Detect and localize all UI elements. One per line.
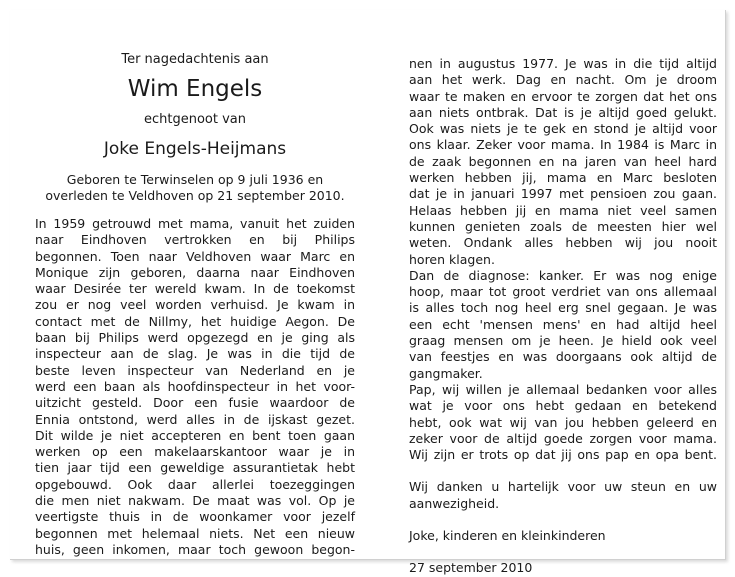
text-line: werd een baan als hoofdinspecteur in het voor- (35, 378, 355, 394)
text-line: contact met de Nillmy, het huidige Aegon. De (35, 313, 355, 329)
spouse-name: Joke Engels-Heijmans (103, 139, 287, 159)
text-line: horen klagen. (409, 251, 495, 267)
text-line: beste leven inspecteur van Nederland en je (35, 362, 355, 378)
text-line: graag mensen om je heen. Je hield ook veel (409, 333, 717, 349)
text-line: waar Desirée ter wereld kwam. In de toekomst (35, 281, 355, 297)
text-line: werken hebben jij, mama en Marc besloten (409, 170, 717, 186)
text-line: wat je voor ons hebt gedaan en betekend (409, 398, 717, 414)
text-line: Pap, wij willen je allemaal bedanken voor alles (409, 381, 717, 397)
deceased-name: Wim Engels (127, 76, 263, 102)
text-line: aan het werk. Dag en nacht. Om je droom (409, 72, 717, 88)
text-line: Wij zijn er trots op dat jij ons pap en opa bent. (409, 447, 717, 463)
signature: Joke, kinderen en kleinkinderen (409, 528, 606, 544)
text-line: naar Eindhoven vertrokken en bij Philips (35, 232, 355, 248)
text-line: dat je in januari 1997 met pensioen zou gaan. (409, 186, 717, 202)
card-date: 27 september 2010 (409, 560, 533, 576)
text-line: aan niets ontbrak. Dat is je altijd goed gelukt. (409, 104, 717, 120)
text-line: veertigste thuis in de woonkamer voor jezelf (35, 509, 355, 525)
text-line: Monique zijn geboren, daarna naar Eindhoven (35, 264, 355, 280)
text-line: hebt, ook wat wij van jou hebben geleerd en (409, 414, 717, 430)
text-line: inspecteur aan de slag. Je was in die tijd de (35, 346, 355, 362)
text-line: nen in augustus 1977. Je was in die tijd altijd (409, 56, 717, 71)
spouse-label: echtgenoot van (143, 112, 246, 127)
text-line: zou er nog veel worden verhuisd. Je kwam in (35, 297, 355, 313)
text-line: huis, geen inkomen, maar toch gewoon begon- (35, 541, 355, 557)
death-line: overleden te Veldhoven op 21 september 2010. (45, 188, 345, 203)
birth-death-lines (35, 172, 355, 204)
text-line: gangmaker. (409, 365, 483, 381)
right-body-text (409, 56, 717, 463)
text-line: aanwezigheid. (409, 495, 500, 511)
thanks-text (409, 479, 717, 512)
card-header (35, 52, 355, 204)
text-line: de zaak begonnen en na jaren van heel hard (409, 153, 717, 169)
text-line: uitzicht gesteld. Door een fusie waardoor de (35, 395, 355, 411)
text-line: tien jaar tijd een geweldige assurantietak hebt (35, 460, 355, 476)
text-line: zeker voor de altijd goede zorgen voor mama. (409, 430, 717, 446)
text-line: Ennia ontstond, werd alles in de ijskast gezet. (35, 411, 355, 427)
text-line: begonnen. Toen naar Veldhoven waar Marc en (35, 248, 355, 264)
text-line: Helaas hebben jij en mama niet veel samen (409, 202, 717, 218)
text-line: baan bij Philips werd opgezegd en je ging als (35, 330, 355, 346)
text-line: Ook was niets je te gek en stond je altijd voor (409, 121, 717, 137)
right-column (409, 56, 717, 577)
text-line: een echt 'mensen mens' en had altijd heel (409, 316, 717, 332)
text-line: is alles toch nog heel erg snel gegaan. Je was (409, 300, 717, 316)
left-column (35, 52, 355, 558)
in-memory-line: Ter nagedachtenis aan (121, 52, 269, 67)
memorial-card (10, 10, 726, 576)
birth-line: Geboren te Terwinselen op 9 juli 1936 en (66, 172, 324, 187)
text-line: waar te maken en ervoor te zorgen dat het ons (409, 88, 717, 104)
text-line: die men niet nakwam. De maat was vol. Op je (35, 493, 355, 509)
text-line: weten. Ondank alles hebben wij jou nooit (409, 235, 717, 251)
text-line: van feestjes en was doorgaans ook altijd de (409, 349, 717, 365)
text-line: Wij danken u hartelijk voor uw steun en uw (409, 479, 717, 495)
text-line: Dit wilde je niet accepteren en bent toen gaan (35, 427, 355, 443)
text-line: werken op een makelaarskantoor waar je in (35, 444, 355, 460)
text-line: opgebouwd. Ook daar allerlei toezeggingen (35, 476, 355, 492)
text-line: Dan de diagnose: kanker. Er was nog enige (409, 267, 717, 283)
text-line: hoop, maar tot groot verdriet van ons allemaal (409, 284, 717, 300)
left-body-text (35, 216, 355, 558)
text-line: In 1959 getrouwd met mama, vanuit het zuiden (35, 216, 355, 231)
text-line: kunnen genieten zoals de meesten hier wel (409, 218, 717, 234)
text-line: begonnen met helemaal niets. Net een nieuw (35, 525, 355, 541)
text-line: ons klaar. Zeker voor mama. In 1984 is Marc in (409, 137, 717, 153)
